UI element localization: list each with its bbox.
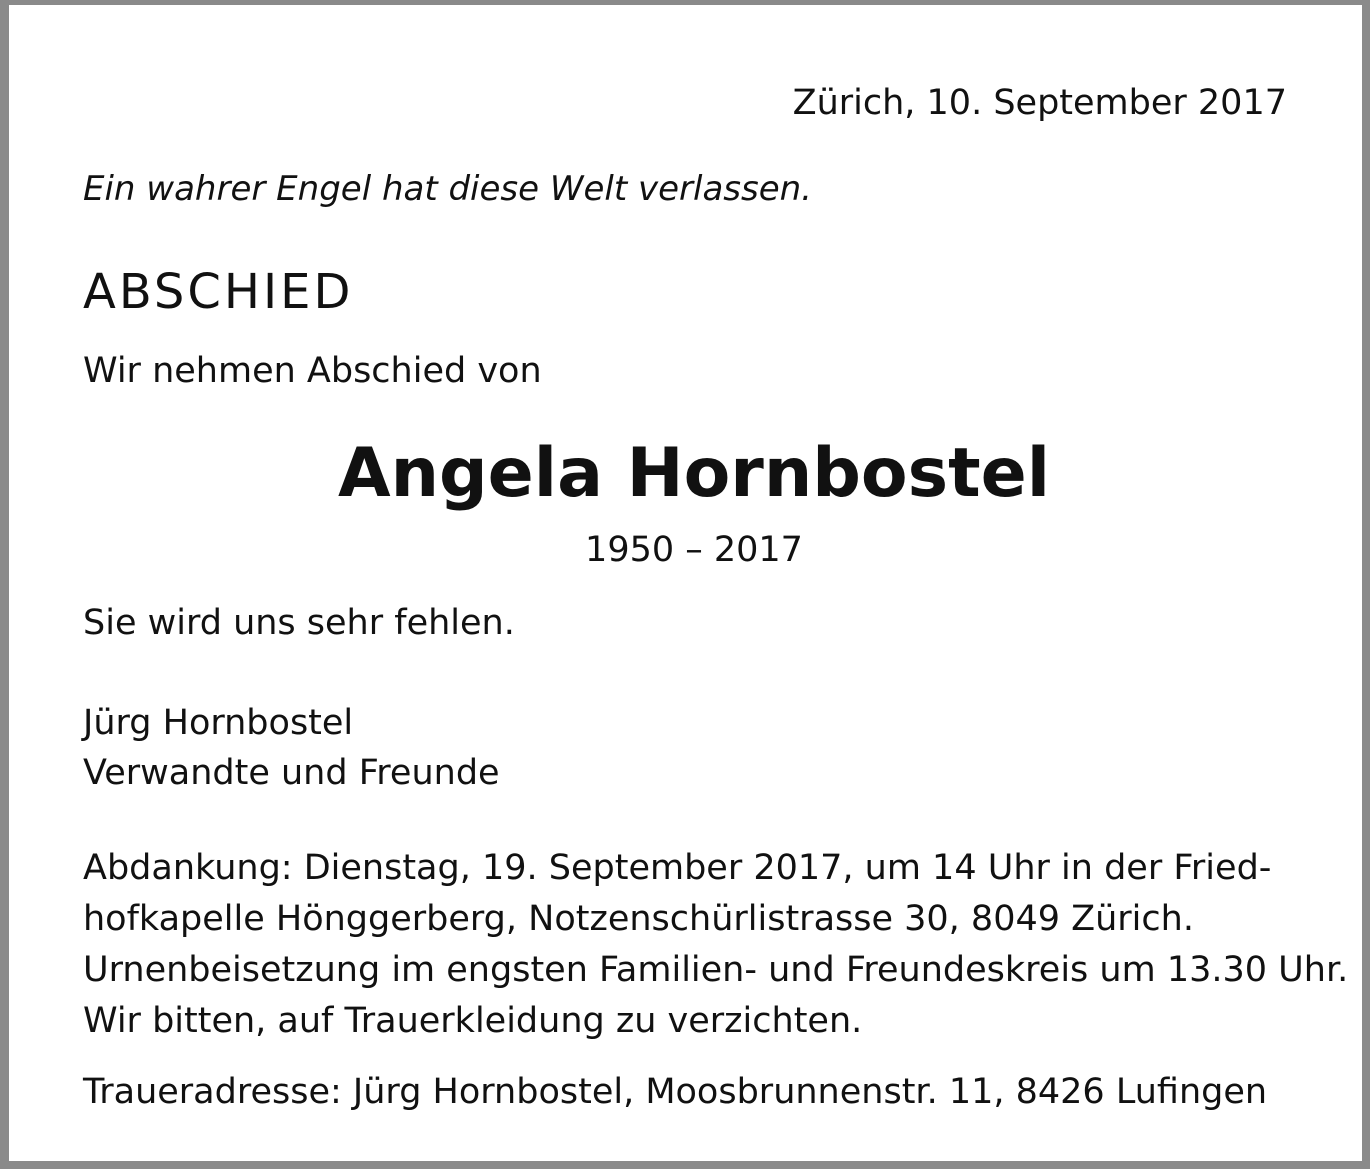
motto-line: Ein wahrer Engel hat diese Welt verlassen. <box>83 169 812 209</box>
mourners-list <box>83 698 500 798</box>
mourner-name: Jürg Hornbostel <box>83 703 354 743</box>
notice-heading: ABSCHIED <box>83 264 354 320</box>
service-line: hofkapelle Hönggerberg, Notzenschürlistrasse 30, 8049 Zürich. <box>83 899 1194 939</box>
service-line: Wir bitten, auf Trauerkleidung zu verzichten. <box>83 1001 863 1041</box>
service-line: Urnenbeisetzung im engsten Familien- und Freundeskreis um 13.30 Uhr. <box>83 950 1349 990</box>
intro-line: Wir nehmen Abschied von <box>83 351 542 391</box>
mourner-group: Verwandte und Freunde <box>83 753 500 793</box>
service-line: Abdankung: Dienstag, 19. September 2017, um 14 Uhr in der Fried- <box>83 848 1272 888</box>
mourning-address: Traueradresse: Jürg Hornbostel, Moosbrunnenstr. 11, 8426 Lufingen <box>83 1072 1268 1112</box>
deceased-name: Angela Hornbostel <box>337 434 1051 513</box>
service-details <box>83 843 1348 1047</box>
closing-line: Sie wird uns sehr fehlen. <box>83 603 515 643</box>
place-and-date: Zürich, 10. September 2017 <box>792 83 1287 123</box>
life-years: 1950 – 2017 <box>585 530 803 570</box>
